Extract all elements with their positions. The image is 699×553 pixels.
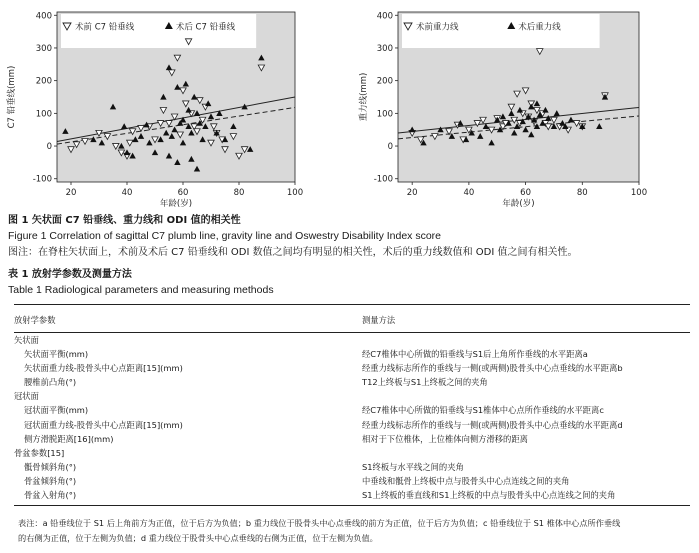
parameters-table: [14, 304, 690, 506]
table-row: [14, 361, 690, 375]
legend-label-pre: 术前重力线: [416, 22, 459, 33]
method-cell: 经C7椎体中心所做的铅垂线与S1后上角所作垂线的水平距离a: [362, 349, 588, 360]
table-row: [14, 432, 690, 446]
x-axis-label: 年龄(岁): [159, 199, 193, 209]
y-tick-label: 400: [35, 11, 52, 22]
parameter-cell: 侧方滑脱距离[16](mm): [24, 433, 114, 444]
x-tick-label: 20: [406, 188, 418, 198]
method-cell: [362, 333, 690, 348]
header-method: 测量方法: [362, 305, 690, 333]
parameter-cell: 腰椎前凸角(°): [24, 377, 77, 388]
y-tick-label: 100: [376, 109, 393, 120]
method-cell: 相对于下位椎体，上位椎体向侧方滑移的距离: [362, 433, 528, 444]
parameter-cell: 冠状面平衡(mm): [24, 405, 89, 416]
table-row: [14, 347, 690, 361]
method-cell: 中垂线和骶骨上终板中点与股骨头中心点连线之间的夹角: [362, 475, 570, 486]
table-title-zh: 表 1 放射学参数及测量方法: [8, 269, 132, 280]
parameter-cell: 骶骨倾斜角(°): [24, 461, 77, 472]
parameter-cell: 骨盆参数[15]: [14, 447, 65, 458]
y-tick-label: 100: [35, 109, 52, 120]
method-cell: [362, 446, 690, 460]
x-tick-label: 40: [463, 188, 475, 198]
table-row: [14, 375, 690, 389]
x-tick-label: 100: [286, 188, 304, 198]
parameter-cell: 冠状面重力线-股骨头中心点距离[15](mm): [24, 419, 183, 430]
legend-label-pre: 术前 C7 铅垂线: [75, 22, 135, 33]
gravity-line-chart: [350, 0, 699, 212]
y-axis-label: C7 铅垂线(mm): [7, 65, 17, 129]
table-title-en: Table 1 Radiological parameters and measuring methods: [8, 284, 274, 296]
header-parameter: 放射学参数: [14, 305, 362, 333]
y-tick-label: 200: [35, 76, 52, 87]
x-tick-label: 60: [520, 188, 532, 198]
y-tick-label: 300: [35, 43, 52, 54]
table-row: [14, 389, 690, 403]
x-axis-label: 年龄(岁): [502, 199, 535, 209]
y-tick-label: 400: [376, 11, 393, 22]
y-tick-label: 200: [376, 76, 393, 87]
x-tick-label: 80: [576, 188, 588, 198]
method-cell: S1上终板的垂直线和S1上终板的中点与股骨头中心点连线之间的夹角: [362, 488, 690, 506]
x-tick-label: 40: [121, 188, 133, 198]
parameter-cell: 冠状面: [14, 391, 39, 402]
figure-note: 图注：在脊柱矢状面上，术前及术后 C7 铅垂线和 ODI 数值之间均有明显的相关性，术后的重力线数值和 ODI 值之间有相关性。: [8, 247, 578, 258]
table-footnote-line2: 的右侧为正值，位于左侧为负值；d 重力线位于股骨头中心点垂线的右侧为正值，位于左侧为负值。: [18, 533, 378, 543]
x-tick-label: 20: [65, 188, 77, 198]
table-row: [14, 474, 690, 488]
table-header-row: [14, 305, 690, 333]
table-row: [14, 446, 690, 460]
y-axis-label: 重力线(mm): [359, 72, 369, 122]
method-cell: 经重力线标志所作的垂线与一侧(或两侧)股骨头中心点垂线的水平距离b: [362, 363, 623, 374]
c7-plumb-line-chart: [0, 0, 350, 212]
method-cell: 经C7椎体中心所做的铅垂线与S1椎体中心点所作垂线的水平距离c: [362, 405, 604, 416]
parameter-cell: 骨盆入射角(°): [14, 488, 362, 506]
parameter-cell: 骨盆倾斜角(°): [24, 475, 77, 486]
y-tick-label: -100: [373, 174, 393, 185]
method-cell: T12上终板与S1上终板之间的夹角: [362, 377, 488, 388]
figure-caption-en: Figure 1 Correlation of sagittal C7 plumb line, gravity line and Oswestry Disability Index score: [8, 230, 442, 242]
x-tick-label: 60: [177, 188, 189, 198]
method-cell: 经重力线标志所作的垂线与一侧(或两侧)股骨头中心点垂线的水平距离d: [362, 419, 623, 430]
figure-caption-zh: 图 1 矢状面 C7 铅垂线、重力线和 ODI 值的相关性: [8, 215, 241, 226]
table-row: [14, 460, 690, 474]
y-tick-label: 0: [46, 142, 52, 153]
table-row: [14, 488, 690, 506]
legend-label-post: 术后重力线: [518, 22, 561, 33]
table-row: [14, 418, 690, 432]
parameter-cell: 矢状面: [14, 335, 39, 345]
table-row: [14, 403, 690, 417]
x-tick-label: 80: [233, 188, 245, 198]
parameter-cell: 矢状面重力线-股骨头中心点距离[15](mm): [24, 363, 183, 374]
x-tick-label: 100: [630, 188, 648, 198]
y-tick-label: 0: [387, 142, 393, 153]
y-tick-label: 300: [376, 43, 393, 54]
table-footnote-line1: 表注：a 铅垂线位于 S1 后上角前方为正值，位于后方为负值；b 重力线位于股骨头中心点垂线的前方为正值，位于后方为负值；c 铅垂线位于 S1 椎体中心点所作垂线: [18, 518, 621, 528]
y-tick-label: -100: [32, 174, 52, 185]
method-cell: S1终板与水平线之间的夹角: [362, 461, 464, 472]
legend-label-post: 术后 C7 铅垂线: [175, 22, 236, 33]
table-row: [14, 333, 690, 348]
parameter-cell: 矢状面平衡(mm): [24, 349, 89, 360]
method-cell: [362, 389, 690, 403]
